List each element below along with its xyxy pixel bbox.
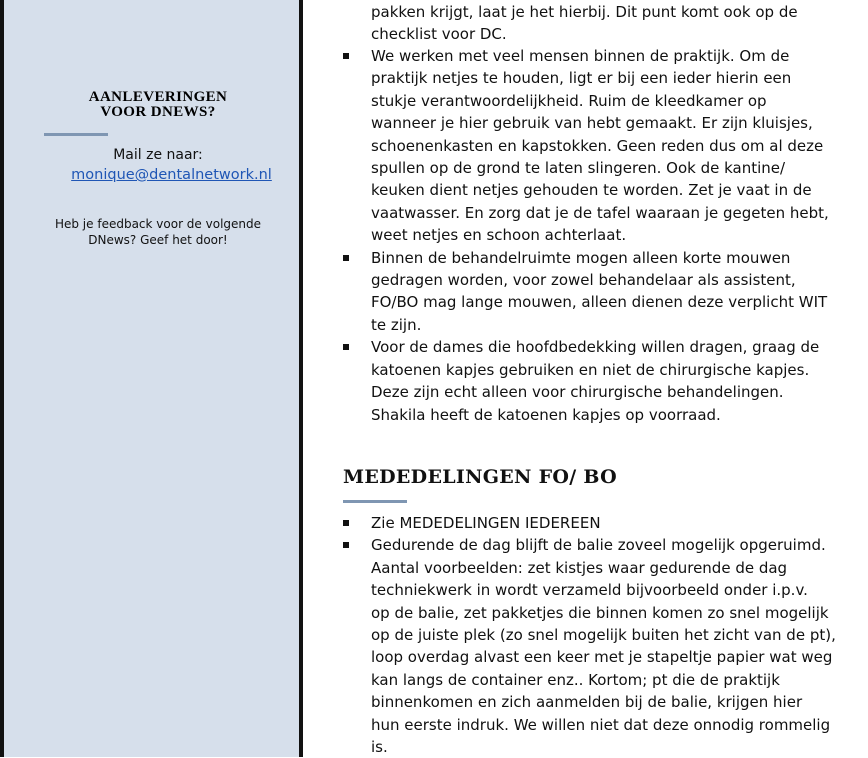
- text-line: op de juiste plek (zo snel mogelijk buiten het zicht van de pt),: [371, 626, 836, 645]
- bullet-icon: [343, 542, 349, 548]
- text-line: loop overdag alvast een keer met je stapeltje papier wat weg: [371, 648, 833, 667]
- list-item: [343, 247, 848, 337]
- text-line: Voor de dames die hoofdbedekking willen dragen, graag de: [371, 338, 820, 357]
- bullet-icon: [343, 255, 349, 261]
- email-link[interactable]: monique@dentalnetwork.nl: [71, 167, 272, 183]
- intro-line: pakken krijgt, laat je het hierbij. Dit punt komt ook op de: [371, 3, 798, 21]
- text-line: keuken dient netjes gehouden te worden. Zet je vaat in de: [371, 181, 812, 200]
- text-line: stukje verantwoordelijkheid. Ruim de kleedkamer op: [371, 91, 767, 110]
- text-line: Aantal voorbeelden: zet kistjes waar gedurende de dag: [371, 558, 788, 577]
- text-line: gedragen worden, voor zowel behandelaar als assistent,: [371, 271, 796, 290]
- text-line: is.: [371, 738, 388, 757]
- text-line: praktijk netjes te houden, ligt er bij een ieder hierin een: [371, 69, 792, 88]
- text-line: techniekwerk in wordt verzameld bijvoorbeeld onder i.p.v.: [371, 581, 808, 600]
- text-line: kan langs de container enz.. Kortom; pt die de praktijk: [371, 670, 780, 689]
- text-line: schoenenkasten en kapstokken. Geen reden dus om al deze: [371, 136, 824, 155]
- text-line: Gedurende de dag blijft de balie zoveel mogelijk opgeruimd.: [371, 536, 826, 555]
- text-line: te zijn.: [371, 315, 422, 334]
- bullet-icon: [343, 344, 349, 350]
- text-line: weet netjes en schoon achterlaat.: [371, 226, 627, 245]
- text-line: op de balie, zet pakketjes die binnen komen zo snel mogelijk: [371, 603, 829, 622]
- list-item: [343, 45, 848, 247]
- sidebar-divider: [44, 133, 108, 136]
- text-line: vaatwasser. En zorg dat je de tafel waaraan je gegeten hebt,: [371, 203, 829, 222]
- text-line: FO/BO mag lange mouwen, alleen dienen deze verplicht WIT: [371, 293, 828, 312]
- feedback-text: Heb je feedback voor de volgende DNews? Geef het door!: [54, 217, 262, 247]
- bullet-list: [343, 45, 848, 426]
- text-line: We werken met veel mensen binnen de praktijk. Om de: [371, 47, 790, 65]
- list-item: [343, 534, 848, 758]
- text-line: Binnen de behandelruimte mogen alleen korte mouwen: [371, 248, 791, 267]
- text-line: spullen op de grond te laten slingeren. Ook de kantine/: [371, 159, 786, 178]
- intro-line: checklist voor DC.: [371, 25, 507, 43]
- text-line: wanneer je hier gebruik van hebt gemaakt. Er zijn kluisjes,: [371, 114, 813, 133]
- text-line: Zie MEDEDELINGEN IEDEREEN: [371, 514, 601, 532]
- mail-label: Mail ze naar:: [113, 147, 203, 163]
- text-line: binnenkomen en zich aanmelden bij de balie, krijgen hier: [371, 693, 803, 712]
- text-line: Shakila heeft de katoenen kapjes op voorraad.: [371, 405, 721, 424]
- list-item: [343, 512, 848, 534]
- section-heading: MEDEDELINGEN FO/ BO: [343, 466, 617, 488]
- sidebar-heading: AANLEVERINGEN VOOR DNEWS?: [88, 89, 228, 120]
- bullet-icon: [343, 53, 349, 59]
- section-divider: [343, 500, 407, 503]
- section-bullet-list: [343, 512, 848, 758]
- text-line: hun eerste indruk. We willen niet dat deze onnodig rommelig: [371, 715, 831, 734]
- list-item: [343, 336, 848, 426]
- text-line: katoenen kapjes gebruiken en niet de chirurgische kapjes.: [371, 360, 810, 379]
- bullet-icon: [343, 520, 349, 526]
- sidebar-panel: [0, 0, 303, 757]
- text-line: Deze zijn echt alleen voor chirurgische behandelingen.: [371, 383, 784, 402]
